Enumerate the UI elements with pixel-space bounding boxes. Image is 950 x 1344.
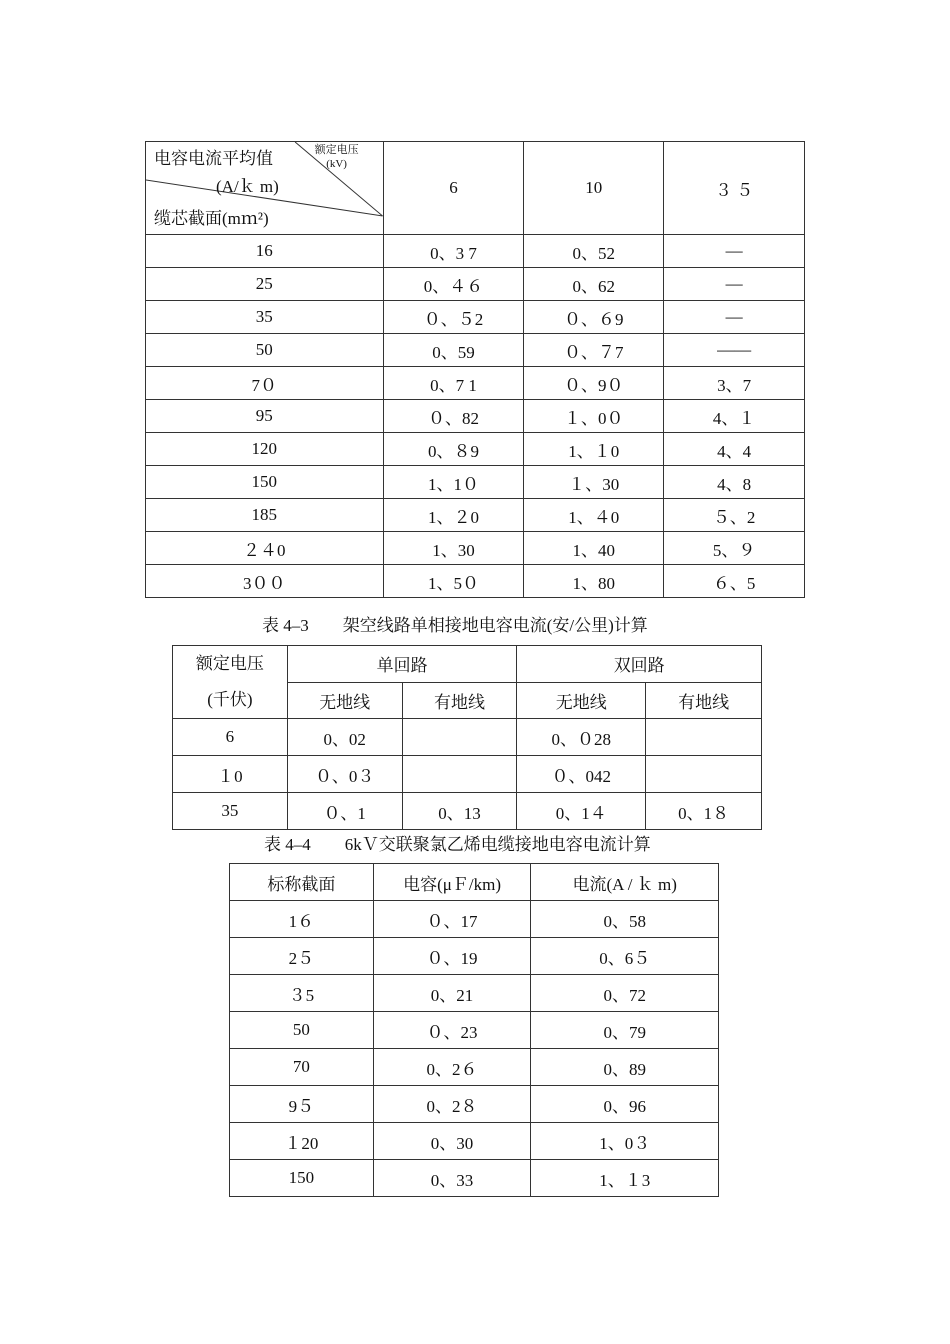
table1-row bbox=[146, 532, 805, 565]
table-cell: ０、23 bbox=[373, 1012, 531, 1049]
table-cell: １、0０ bbox=[524, 400, 664, 433]
diag-unit-label: (A/ｋ m) bbox=[216, 177, 279, 196]
diag-bottom-label: 缆芯截面(mｍ²) bbox=[154, 209, 269, 228]
table-cell: 150 bbox=[146, 466, 384, 499]
table-cell: ３5 bbox=[230, 975, 374, 1012]
table-cell: 1、２0 bbox=[383, 499, 524, 532]
table-cell: 185 bbox=[146, 499, 384, 532]
table2-row bbox=[173, 793, 762, 830]
table-cell: 4、8 bbox=[664, 466, 805, 499]
table1-header-row bbox=[146, 142, 805, 235]
table-cell: ０、７7 bbox=[524, 334, 664, 367]
diag-top-text: 额定电压 bbox=[314, 144, 359, 156]
table1-row bbox=[146, 565, 805, 598]
overhead-line-capacitive-current-table bbox=[172, 645, 762, 830]
single-with-ground-header: 有地线 bbox=[402, 682, 517, 719]
table-cell: 16 bbox=[146, 235, 384, 268]
rated-voltage-label: 额定电压 bbox=[195, 654, 264, 673]
table1-row bbox=[146, 433, 805, 466]
table-cell: 35 bbox=[146, 301, 384, 334]
table3-row bbox=[230, 1049, 719, 1086]
rated-voltage-unit: (千伏) bbox=[207, 690, 253, 709]
table3-body bbox=[230, 901, 719, 1197]
table-cell: ６、5 bbox=[664, 565, 805, 598]
table3-row bbox=[230, 938, 719, 975]
table1-row bbox=[146, 367, 805, 400]
table-cell: ０、0３ bbox=[287, 756, 402, 793]
xlpe-cable-capacitive-current-table bbox=[229, 863, 719, 1197]
table-cell: 0、1４ bbox=[517, 793, 646, 830]
table-cell: 50 bbox=[230, 1012, 374, 1049]
double-circuit-header: 双回路 bbox=[517, 646, 762, 683]
voltage-header-35: ３ ５ bbox=[664, 142, 805, 235]
double-no-ground-header: 无地线 bbox=[517, 682, 646, 719]
table-cell: ０、５2 bbox=[383, 301, 524, 334]
table-cell: 3００ bbox=[146, 565, 384, 598]
table-cell: 0、30 bbox=[373, 1123, 531, 1160]
table-cell: 0、58 bbox=[531, 901, 719, 938]
table2-row bbox=[173, 719, 762, 756]
table2-caption-title: 架空线路单相接地电容电流(安/公里)计算 bbox=[342, 616, 648, 635]
table-cell: ０、19 bbox=[373, 938, 531, 975]
table-cell: 1、１3 bbox=[531, 1160, 719, 1197]
table-cell: 35 bbox=[173, 793, 288, 830]
table-cell: 1、30 bbox=[383, 532, 524, 565]
table-cell: 25 bbox=[146, 268, 384, 301]
table2-body bbox=[173, 719, 762, 830]
table-cell: 0、02 bbox=[287, 719, 402, 756]
table-cell: １、30 bbox=[524, 466, 664, 499]
table3-row bbox=[230, 1123, 719, 1160]
table-cell: 0、2６ bbox=[373, 1049, 531, 1086]
table-cell: 1、１0 bbox=[524, 433, 664, 466]
table3-row bbox=[230, 975, 719, 1012]
single-no-ground-header: 无地线 bbox=[287, 682, 402, 719]
table3-row bbox=[230, 1086, 719, 1123]
table-cell: 0、13 bbox=[402, 793, 517, 830]
voltage-header-10: 10 bbox=[524, 142, 664, 235]
table3-row bbox=[230, 1160, 719, 1197]
table-cell: 0、3 7 bbox=[383, 235, 524, 268]
table-cell: ０、82 bbox=[383, 400, 524, 433]
table-cell: 70 bbox=[230, 1049, 374, 1086]
capacitance-header: 电容(μＦ/km) bbox=[373, 864, 531, 901]
table2-caption bbox=[262, 611, 648, 636]
table-cell: 1、４0 bbox=[524, 499, 664, 532]
table1-diagonal-header-cell bbox=[146, 142, 384, 235]
table2-header-row-1 bbox=[173, 646, 762, 683]
table1-row bbox=[146, 466, 805, 499]
rated-voltage-header bbox=[173, 646, 288, 719]
table-cell: 9５ bbox=[230, 1086, 374, 1123]
table-cell: 95 bbox=[146, 400, 384, 433]
table-cell: 1、1０ bbox=[383, 466, 524, 499]
table-cell: ２４0 bbox=[146, 532, 384, 565]
table-cell: 4、4 bbox=[664, 433, 805, 466]
table-cell: ０、17 bbox=[373, 901, 531, 938]
table-cell: 1、5０ bbox=[383, 565, 524, 598]
table-cell: 120 bbox=[146, 433, 384, 466]
table1-row bbox=[146, 235, 805, 268]
table-cell: 0、62 bbox=[524, 268, 664, 301]
table-cell: 0、6５ bbox=[531, 938, 719, 975]
table3-caption bbox=[264, 830, 651, 855]
table-cell: 150 bbox=[230, 1160, 374, 1197]
diag-top-label bbox=[315, 143, 359, 171]
table-cell: ０、６9 bbox=[524, 301, 664, 334]
table-cell: 0、7 1 bbox=[383, 367, 524, 400]
single-circuit-header: 单回路 bbox=[287, 646, 517, 683]
table-cell: 1、0３ bbox=[531, 1123, 719, 1160]
table3-row bbox=[230, 1012, 719, 1049]
table2-row bbox=[173, 756, 762, 793]
current-header: 电流(A / ｋ m) bbox=[531, 864, 719, 901]
table3-row bbox=[230, 901, 719, 938]
table1-row bbox=[146, 301, 805, 334]
table-cell: 0、2８ bbox=[373, 1086, 531, 1123]
table1-row bbox=[146, 268, 805, 301]
table-cell: 1６ bbox=[230, 901, 374, 938]
table-cell: 0、72 bbox=[531, 975, 719, 1012]
table-cell: 5、９ bbox=[664, 532, 805, 565]
table-cell: 0、４６ bbox=[383, 268, 524, 301]
table3-caption-number: 表 4–4 bbox=[264, 835, 311, 854]
table-cell: １20 bbox=[230, 1123, 374, 1160]
cable-capacitive-current-table bbox=[145, 141, 805, 598]
table-cell: 1、40 bbox=[524, 532, 664, 565]
table-cell bbox=[646, 719, 762, 756]
table-cell: — bbox=[664, 268, 805, 301]
table-cell: 0、０28 bbox=[517, 719, 646, 756]
table-cell: 0、52 bbox=[524, 235, 664, 268]
table3-header-row bbox=[230, 864, 719, 901]
table-cell: — bbox=[664, 235, 805, 268]
table-cell: 0、96 bbox=[531, 1086, 719, 1123]
table-cell: 2５ bbox=[230, 938, 374, 975]
table1-row bbox=[146, 334, 805, 367]
table-cell: 0、８9 bbox=[383, 433, 524, 466]
diag-main-label: 电容电流平均值 bbox=[154, 149, 273, 168]
table-cell: 7０ bbox=[146, 367, 384, 400]
table-cell: —— bbox=[664, 334, 805, 367]
table2-caption-number: 表 4–3 bbox=[262, 616, 309, 635]
table-cell bbox=[402, 756, 517, 793]
table-cell: 0、1８ bbox=[646, 793, 762, 830]
diag-top-unit: (kV) bbox=[326, 158, 347, 170]
table-cell: 6 bbox=[173, 719, 288, 756]
nominal-section-header: 标称截面 bbox=[230, 864, 374, 901]
table-cell: ０、9０ bbox=[524, 367, 664, 400]
table-cell: 0、33 bbox=[373, 1160, 531, 1197]
table1-body bbox=[146, 235, 805, 598]
table-cell: 0、21 bbox=[373, 975, 531, 1012]
table-cell bbox=[402, 719, 517, 756]
double-with-ground-header: 有地线 bbox=[646, 682, 762, 719]
table-cell: — bbox=[664, 301, 805, 334]
table-cell: 0、89 bbox=[531, 1049, 719, 1086]
table-cell: ０、1 bbox=[287, 793, 402, 830]
table1-row bbox=[146, 499, 805, 532]
table-cell: 50 bbox=[146, 334, 384, 367]
table-cell: １0 bbox=[173, 756, 288, 793]
table3-caption-title: 6kＶ交联聚氯乙烯电缆接地电容电流计算 bbox=[344, 835, 651, 854]
table1-row bbox=[146, 400, 805, 433]
table-cell: ０、042 bbox=[517, 756, 646, 793]
table-cell: 4、１ bbox=[664, 400, 805, 433]
table-cell: ５、2 bbox=[664, 499, 805, 532]
table-cell: 0、59 bbox=[383, 334, 524, 367]
table-cell: 0、79 bbox=[531, 1012, 719, 1049]
table-cell: 1、80 bbox=[524, 565, 664, 598]
voltage-header-6: 6 bbox=[383, 142, 524, 235]
table-cell: 3、7 bbox=[664, 367, 805, 400]
table-cell bbox=[646, 756, 762, 793]
